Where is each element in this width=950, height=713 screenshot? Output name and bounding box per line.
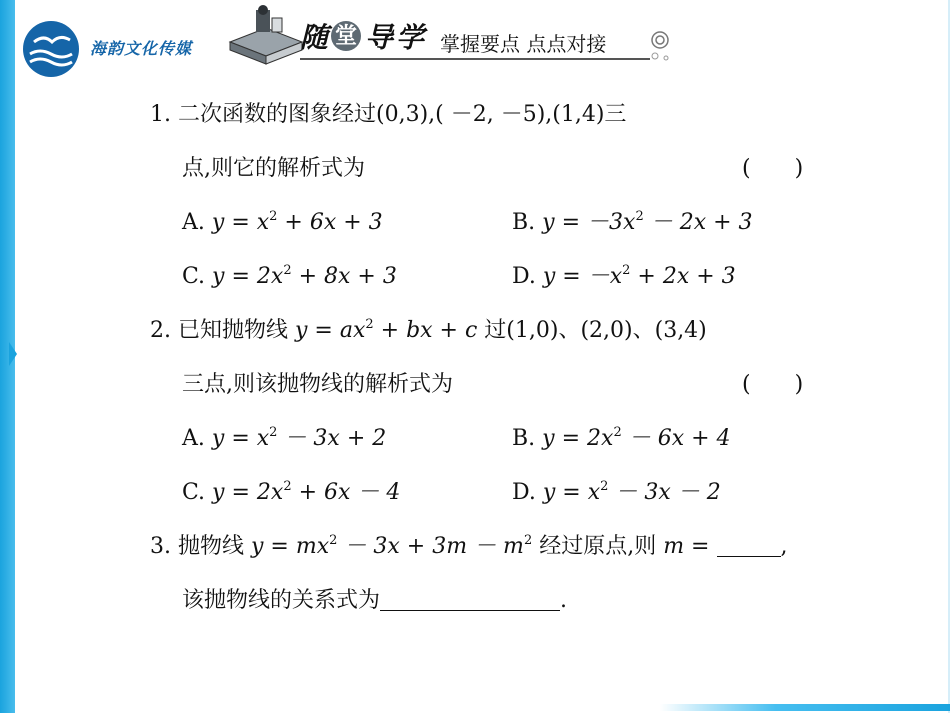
q1-option-c-rest: + 8x + 3 xyxy=(291,264,397,289)
q2-option-b-label: B. xyxy=(512,426,536,451)
q1-option-b-label: B. xyxy=(512,210,536,235)
left-tab-marker xyxy=(9,342,17,366)
q1-option-a-expr: y = x xyxy=(211,210,270,235)
bottom-accent-bar xyxy=(660,704,950,711)
q1-option-d-label: D. xyxy=(512,264,536,289)
q2-option-d-rest: － 3x － 2 xyxy=(608,480,721,505)
header-title-char-1: 随 xyxy=(300,21,329,54)
q3-stem-text-2: 该抛物线的关系式为 xyxy=(182,588,381,613)
q1-option-d-sup: 2 xyxy=(622,263,631,278)
q1-option-d-expr: y = －x xyxy=(542,264,623,289)
header-underline xyxy=(300,58,650,60)
q2-option-c-expr: y = 2x xyxy=(212,480,284,505)
q2-option-c-sup: 2 xyxy=(283,479,292,494)
q2-number: 2. xyxy=(150,318,171,343)
q1-option-b xyxy=(512,210,753,236)
q2-option-d xyxy=(512,480,721,506)
q3-stem-pre: 抛物线 xyxy=(178,534,251,559)
q2-option-b-rest: － 6x + 4 xyxy=(621,426,731,451)
q2-option-d-label: D. xyxy=(512,480,536,505)
q2-stem-pre: 已知抛物线 xyxy=(178,318,295,343)
q1-stem-line1 xyxy=(150,102,626,134)
q2-stem-line2 xyxy=(182,372,812,404)
q1-options-row2 xyxy=(182,264,812,296)
q2-option-c-label: C. xyxy=(182,480,206,505)
q1-option-b-sup: 2 xyxy=(635,209,644,224)
q1-answer-paren: ( ) xyxy=(742,156,804,181)
q1-option-c xyxy=(182,264,397,289)
q3-stem-sup2: 2 xyxy=(523,533,533,548)
q3-blank-m[interactable] xyxy=(717,534,781,557)
q1-option-c-label: C. xyxy=(182,264,206,289)
q1-options-row1 xyxy=(182,210,812,242)
q2-option-a xyxy=(182,426,386,451)
q3-stem-expr: y = mx xyxy=(251,534,330,559)
q3-number: 3. xyxy=(150,534,171,559)
q2-option-b-expr: y = 2x xyxy=(542,426,614,451)
q3-stem-post: 经过原点,则 xyxy=(532,534,664,559)
q1-option-a-sup: 2 xyxy=(269,209,278,224)
q2-option-a-label: A. xyxy=(182,426,205,451)
q3-stem-line1 xyxy=(150,534,788,566)
q3-stem-line2 xyxy=(182,588,567,620)
header-title xyxy=(300,16,427,56)
q2-answer-paren: ( ) xyxy=(742,372,804,397)
q1-option-d xyxy=(512,264,736,290)
q3-stem-rest: － 3x + 3m － m xyxy=(337,534,524,559)
q1-option-d-rest: + 2x + 3 xyxy=(630,264,736,289)
scholar-book-emblem-icon xyxy=(226,4,306,68)
q1-stem-line2 xyxy=(182,156,812,188)
q2-options-row1 xyxy=(182,426,812,458)
q2-option-d-sup: 2 xyxy=(600,479,609,494)
concentric-circles-decoration-icon xyxy=(648,30,674,62)
q1-option-c-sup: 2 xyxy=(283,263,292,278)
q2-stem-post: 过(1,0)、(2,0)、(3,4) xyxy=(477,318,707,343)
q2-stem-rest: + bx + c xyxy=(373,318,478,343)
q1-stem-text-2: 点,则它的解析式为 xyxy=(182,156,365,181)
q2-option-a-sup: 2 xyxy=(269,425,278,440)
q2-option-a-expr: y = x xyxy=(211,426,270,451)
header-title-char-2: 堂 xyxy=(331,21,361,51)
q3-stem-end: , xyxy=(780,534,788,559)
q3-stem-var: m = xyxy=(663,534,710,559)
q2-stem-line1 xyxy=(150,318,707,350)
q2-option-c xyxy=(182,480,400,505)
brand-name: 海韵文化传媒 xyxy=(90,39,193,58)
q2-option-d-expr: y = x xyxy=(542,480,601,505)
q2-stem-text-2: 三点,则该抛物线的解析式为 xyxy=(182,372,453,397)
q1-option-a-rest: + 6x + 3 xyxy=(277,210,383,235)
q2-option-b-sup: 2 xyxy=(613,425,622,440)
q1-option-a-label: A. xyxy=(182,210,205,235)
q3-line2-end: . xyxy=(560,588,568,613)
q2-options-row2 xyxy=(182,480,812,512)
header-title-char-4: 学 xyxy=(396,21,425,54)
q2-stem-sup: 2 xyxy=(365,317,374,332)
q3-stem-sup: 2 xyxy=(329,533,338,548)
seagull-wave-logo-icon xyxy=(22,20,80,78)
q1-number: 1. xyxy=(150,102,171,127)
q3-blank-expression[interactable] xyxy=(380,588,560,611)
q2-option-b xyxy=(512,426,731,452)
q2-option-a-rest: － 3x + 2 xyxy=(277,426,387,451)
header-title-char-3: 导 xyxy=(365,21,394,54)
q1-stem-text: 二次函数的图象经过(0,3),( －2, －5),(1,4)三 xyxy=(178,102,627,127)
q1-option-c-expr: y = 2x xyxy=(212,264,284,289)
q1-option-b-expr: y = －3x xyxy=(542,210,636,235)
q1-option-b-rest: － 2x + 3 xyxy=(643,210,753,235)
q2-stem-expr: y = ax xyxy=(295,318,366,343)
q2-option-c-rest: + 6x － 4 xyxy=(291,480,401,505)
header-subtitle: 掌握要点 点点对接 xyxy=(440,32,607,56)
q1-option-a xyxy=(182,210,383,235)
